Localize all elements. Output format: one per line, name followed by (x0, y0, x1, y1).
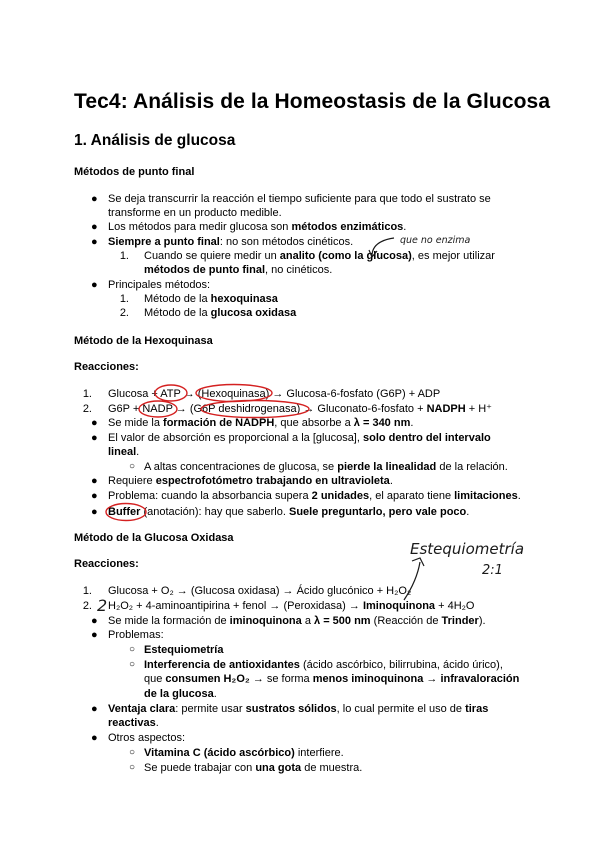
bullet-dot: ● (91, 432, 98, 444)
ink-note-que-no-enzima: que no enzima (400, 235, 471, 246)
list-item-continuation: de la glucosa. (144, 688, 217, 700)
list-item: Estequiometría (144, 644, 224, 656)
list-number: 1. (119, 293, 129, 305)
list-item: El valor de absorción es proporcional a la [glucosa], solo dentro del intervalo (108, 432, 491, 444)
ink-note-ratio: 2:1 (482, 563, 503, 578)
subheading-reacciones: Reacciones: (74, 361, 139, 373)
bullet-dot: ● (91, 490, 98, 502)
list-item: Cuando se quiere medir un analito (como la glucosa), es mejor utilizar (144, 250, 495, 262)
list-item-continuation: que consumen H₂O₂ → se forma menos iminoquinona → infravaloración (144, 673, 520, 685)
subheading-reacciones: Reacciones: (74, 558, 139, 570)
subheading-punto-final: Métodos de punto final (74, 166, 195, 178)
subheading-hexoquinasa: Método de la Hexoquinasa (74, 335, 213, 347)
list-item: Se puede trabajar con una gota de muestra. (144, 762, 363, 774)
list-item: Principales métodos: (108, 279, 211, 291)
list-item: Interferencia de antioxidantes (ácido ascórbico, bilirrubina, ácido úrico), (144, 659, 503, 671)
bullet-dot: ● (91, 506, 98, 518)
list-item: Método de la glucosa oxidasa (144, 307, 297, 319)
bullet-dot: ● (91, 279, 98, 291)
list-item: Otros aspectos: (108, 732, 186, 744)
list-item: Problema: cuando la absorbancia supera 2 unidades, el aparato tiene limitaciones. (108, 490, 521, 502)
bullet-dot: ● (91, 629, 98, 641)
list-item: A altas concentraciones de glucosa, se pierde la linealidad de la relación. (144, 461, 508, 473)
ink-note-estequiometria: Estequiometría (410, 540, 525, 558)
bullet-dot: ● (91, 236, 98, 248)
list-item: Buffer (anotación): hay que saberlo. Suele preguntarlo, pero vale poco. (108, 506, 470, 518)
list-item-continuation: reactivas. (108, 717, 159, 729)
reaction-line: H₂O₂ + 4-aminoantipirina + fenol → (Peroxidasa) → Iminoquinona + 4H₂O (108, 600, 475, 612)
reaction-line: G6P + NADP → (G6P deshidrogenasa) → Gluconato-6-fosfato + NADPH + H⁺ (108, 403, 492, 415)
list-item: Se deja transcurrir la reacción el tiempo suficiente para que todo el sustrato se (108, 193, 491, 205)
circle-bullet: ○ (129, 461, 136, 472)
list-number: 2. (82, 600, 92, 612)
list-item: Método de la hexoquinasa (144, 293, 278, 305)
list-item: Problemas: (108, 629, 164, 641)
ink-note-two: 2 (97, 596, 108, 615)
list-item: Los métodos para medir glucosa son métodos enzimáticos. (108, 221, 407, 233)
list-item: Se mide la formación de iminoquinona a λ = 500 nm (Reacción de Trinder). (108, 615, 486, 627)
bullet-dot: ● (91, 417, 98, 429)
bullet-dot: ● (91, 475, 98, 487)
bullet-dot: ● (91, 732, 98, 744)
circle-bullet: ○ (129, 747, 136, 758)
list-number: 2. (119, 307, 129, 319)
list-item-continuation: métodos de punto final, no cinéticos. (144, 264, 333, 276)
list-item: Siempre a punto final: no son métodos cinéticos. (108, 236, 354, 248)
circle-bullet: ○ (129, 659, 136, 670)
bullet-dot: ● (91, 193, 98, 205)
bullet-dot: ● (91, 221, 98, 233)
reaction-line: Glucosa + ATP → (Hexoquinasa) → Glucosa-6-fosfato (G6P) + ADP (108, 388, 441, 400)
list-item-continuation: lineal. (108, 446, 140, 458)
list-item: Requiere espectrofotómetro trabajando en ultravioleta. (108, 475, 393, 487)
list-item-continuation: transforme en un producto medible. (108, 207, 282, 219)
list-item: Vitamina C (ácido ascórbico) interfiere. (144, 747, 344, 759)
list-number: 2. (82, 403, 92, 415)
list-item: Se mide la formación de NADPH, que absorbe a λ = 340 nm. (108, 417, 414, 429)
subheading-glucosa-oxidasa: Método de la Glucosa Oxidasa (74, 532, 234, 544)
list-number: 1. (82, 388, 92, 400)
reaction-line: Glucosa + O₂ → (Glucosa oxidasa) → Ácido glucónico + H₂O₂ (108, 585, 412, 597)
circle-bullet: ○ (129, 644, 136, 655)
list-number: 1. (82, 585, 92, 597)
list-number: 1. (119, 250, 129, 262)
page-title: Tec4: Análisis de la Homeostasis de la Glucosa (74, 90, 551, 113)
section-heading: 1. Análisis de glucosa (74, 132, 236, 149)
bullet-dot: ● (91, 703, 98, 715)
circle-bullet: ○ (129, 762, 136, 773)
list-item: Ventaja clara: permite usar sustratos sólidos, lo cual permite el uso de tiras (108, 703, 489, 715)
bullet-dot: ● (91, 615, 98, 627)
